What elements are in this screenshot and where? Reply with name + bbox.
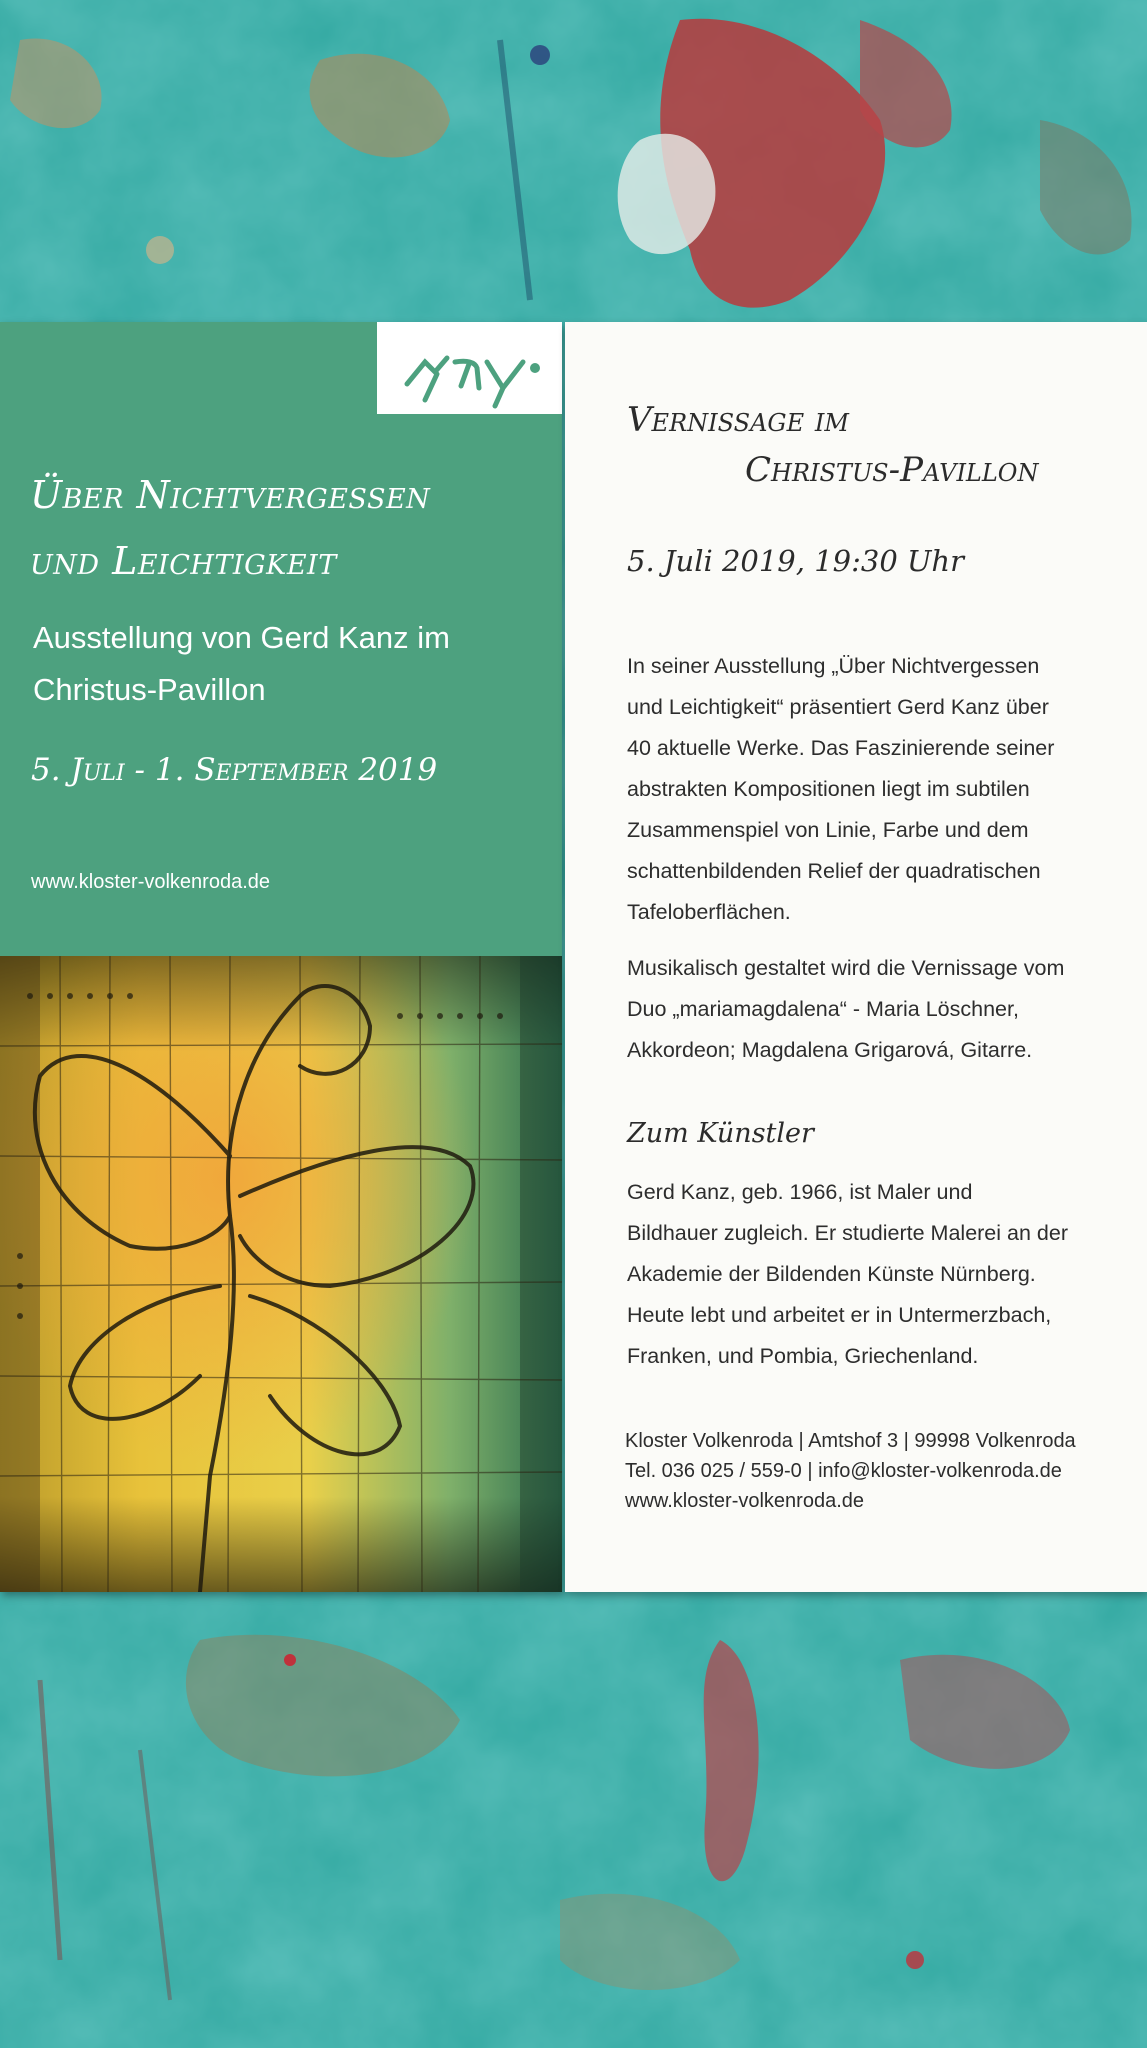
exhibition-card-front (0, 322, 562, 1592)
exhibition-subtitle: Ausstellung von Gerd Kanz im Christus-Pavillon (33, 620, 450, 707)
vernissage-date: 5. Juli 2019, 19:30 Uhr (627, 544, 964, 578)
artist-heading: Zum Künstler (627, 1118, 814, 1149)
website-link[interactable]: www.kloster-volkenroda.de (31, 871, 270, 893)
exhibition-dates: 5. Juli - 1. September 2019 (31, 752, 438, 788)
hebrew-script-logo-icon (377, 322, 562, 414)
artist-bio: Gerd Kanz, geb. 1966, ist Maler und Bildhauer zugleich. Er studierte Malerei an der Akademie der Bildenden Künste Nürnberg. Heute lebt und arbeitet er in Untermerzbach, Franken, und Pombia, Griechenland. (627, 1180, 1068, 1368)
exhibition-card-back (565, 322, 1147, 1592)
music-description: Musikalisch gestaltet wird die Vernissage vom Duo „mariamagdalena“ - Maria Löschner, Akkordeon; Magdalena Grigarová, Gitarre. (627, 956, 1065, 1062)
green-title-panel (0, 322, 562, 956)
contact-website[interactable]: www.kloster-volkenroda.de (625, 1490, 864, 1512)
vernissage-title-line2: Christus-Pavillon (745, 450, 1039, 490)
logo-box (377, 322, 562, 414)
contact-address: Kloster Volkenroda | Amtshof 3 | 99998 Volkenroda (625, 1430, 1076, 1452)
exhibition-description: In seiner Ausstellung „Über Nichtvergessen und Leichtigkeit“ präsentiert Gerd Kanz über 40 aktuelle Werke. Das Faszinierende seiner abstrakten Kompositionen liegt im subtilen Zusammenspiel von Linie, Farbe und dem schattenbildenden Relief der quadratischen Tafeloberflächen. (627, 654, 1055, 924)
contact-block (625, 1426, 1140, 1516)
vernissage-title-line1: Vernissage im (627, 400, 849, 440)
artwork-image (0, 956, 562, 1592)
exhibition-title: Über Nichtvergessen und Leichtigkeit (30, 473, 431, 583)
contact-phone-email[interactable]: Tel. 036 025 / 559-0 | info@kloster-volkenroda.de (625, 1460, 1062, 1482)
